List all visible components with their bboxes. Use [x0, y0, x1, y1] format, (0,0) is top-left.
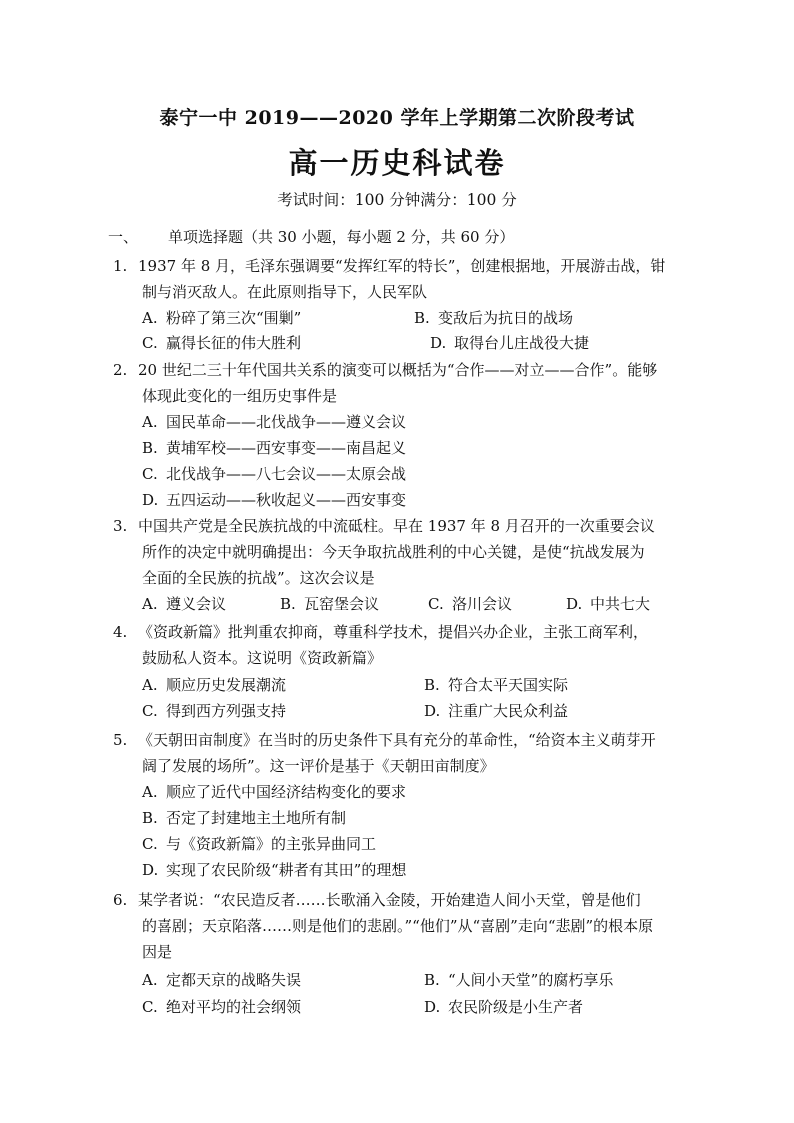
question-text-line: 中国共产党是全民族抗战的中流砥柱。早在 1937 年 8 月召开的一次重要会议 — [138, 517, 655, 535]
exam-subject-title: 高一历史科试卷 — [288, 146, 506, 180]
question-text-line: 某学者说：“农民造反者……长歌涌入金陵，开始建造人间小天堂，曾是他们 — [138, 891, 641, 909]
question-text-line: 因是 — [142, 943, 173, 961]
option-c: C. 赢得长征的伟大胜利 — [142, 334, 302, 352]
question-text-line: 体现此变化的一组历史事件是 — [142, 387, 338, 405]
question-text-line: 的喜剧；天京陷落……则是他们的悲剧。”“他们”从“喜剧”走向“悲剧”的根本原 — [142, 917, 654, 935]
option-d: D. 实现了农民阶级“耕者有其田”的理想 — [142, 861, 407, 879]
option-b: B. 否定了封建地主土地所有制 — [142, 809, 347, 827]
question-text-line: 1937 年 8 月，毛泽东强调要“发挥红军的特长”，创建根据地，开展游击战，钳 — [138, 257, 666, 275]
option-b: B. 符合太平天国实际 — [424, 676, 569, 694]
option-b: B. “人间小天堂”的腐朽享乐 — [424, 971, 614, 989]
option-b: B. 变敌后为抗日的战场 — [414, 309, 574, 327]
question-text-line: 20 世纪二三十年代国共关系的演变可以概括为“合作——对立——合作”。能够 — [138, 361, 658, 379]
question-text-line: 阔了发展的场所”。这一评价是基于《天朝田亩制度》 — [142, 757, 495, 775]
question-number: 1. — [113, 257, 128, 275]
option-d: D. 中共七大 — [566, 595, 651, 613]
question-text-line: 《天朝田亩制度》在当时的历史条件下具有充分的革命性，“给资本主义萌芽开 — [138, 731, 656, 749]
section-number: 一、 — [108, 228, 139, 246]
question-number: 2. — [113, 361, 128, 379]
question-text-line: 所作的决定中就明确提出：今天争取抗战胜利的中心关键，是使“抗战发展为 — [142, 543, 645, 561]
option-a: A. 国民革命——北伐战争——遵义会议 — [142, 413, 407, 431]
option-c: C. 得到西方列强支持 — [142, 702, 287, 720]
question-number: 6. — [113, 891, 128, 909]
option-d: D. 农民阶级是小生产者 — [424, 998, 584, 1016]
option-d: D. 注重广大民众利益 — [424, 702, 569, 720]
option-a: A. 顺应历史发展潮流 — [142, 676, 287, 694]
option-c: C. 洛川会议 — [428, 595, 513, 613]
option-c: C. 北伐战争——八七会议——太原会战 — [142, 465, 407, 483]
option-b: B. 瓦窑堡会议 — [280, 595, 380, 613]
option-a: A. 定都天京的战略失误 — [142, 971, 302, 989]
option-c: C. 与《资政新篇》的主张异曲同工 — [142, 835, 377, 853]
question-text-line: 全面的全民族的抗战”。这次会议是 — [142, 569, 375, 587]
option-a: A. 顺应了近代中国经济结构变化的要求 — [142, 783, 407, 801]
option-a: A. 遵义会议 — [142, 595, 227, 613]
section-title: 单项选择题（共 30 小题，每小题 2 分，共 60 分） — [168, 228, 515, 246]
question-text-line: 《资政新篇》批判重农抑商，尊重科学技术，提倡兴办企业，主张工商军利， — [138, 623, 649, 641]
exam-title: 泰宁一中 2019——2020 学年上学期第二次阶段考试 — [159, 107, 635, 129]
exam-time-score: 考试时间：100 分钟满分：100 分 — [277, 191, 517, 209]
option-d: D. 取得台儿庄战役大捷 — [430, 334, 590, 352]
option-a: A. 粉碎了第三次“围剿” — [142, 309, 302, 327]
question-text-line: 制与消灭敌人。在此原则指导下，人民军队 — [142, 283, 428, 301]
option-b: B. 黄埔军校——西安事变——南昌起义 — [142, 439, 407, 457]
option-c: C. 绝对平均的社会纲领 — [142, 998, 302, 1016]
question-text-line: 鼓励私人资本。这说明《资政新篇》 — [142, 649, 383, 667]
option-d: D. 五四运动——秋收起义——西安事变 — [142, 491, 407, 509]
question-number: 3. — [113, 517, 128, 535]
section-heading — [108, 226, 514, 247]
question-number: 5. — [113, 731, 128, 749]
question-number: 4. — [113, 623, 128, 641]
